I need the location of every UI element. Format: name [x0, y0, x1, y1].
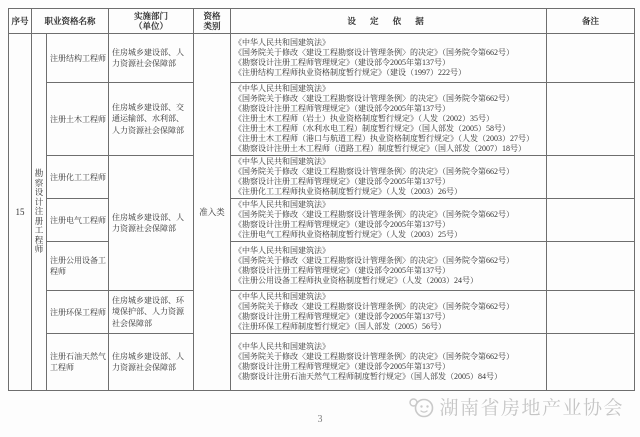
header-index: 序号 [9, 9, 32, 34]
basis-cell [231, 334, 547, 391]
table-row [9, 34, 635, 83]
department-cell: 住房城乡建设部、环境保护部、人力资源社会保障部 [109, 291, 194, 334]
table-row [9, 242, 635, 291]
watermark [408, 393, 624, 420]
qualification-name-cell: 注册电气工程师 [47, 199, 109, 242]
header-note: 备注 [547, 9, 635, 34]
group-name-vertical-text: 勘察设计注册工程师 [34, 168, 44, 255]
basis-cell [231, 83, 547, 156]
page-number: 3 [317, 414, 323, 425]
basis-list: 《中华人民共和国建筑法》 《国务院关于修改〈建设工程勘察设计管理条例〉的决定》（国务院令第662号） 《勘察设计注册工程师管理规定》（建设部令2005年第137号） 《注册环保工程师制度暂行规定》（国人部发（2005）56号） [234, 292, 515, 331]
watermark-text: 湖南省房地产业协会 [439, 398, 624, 419]
table-row [9, 334, 635, 391]
basis-list: 《中华人民共和国建筑法》 《国务院关于修改〈建设工程勘察设计管理条例〉的决定》（国务院令第662号） 《勘察设计注册工程师管理规定》（建设部令2005年第137号） 《注册化工工程师执业资格制度暂行规定》（人发（2003）26号） [234, 157, 515, 196]
group-name-cell [32, 34, 47, 391]
basis-list: 《中华人民共和国建筑法》 《国务院关于修改〈建设工程勘察设计管理条例〉的决定》（国务院令第662号） 《勘察设计注册工程师管理规定》（建设部令2005年第137号） 《注册结构工程师执业资格制度暂行规定》（建设（1997）222号） [234, 38, 515, 77]
table-row [9, 291, 635, 334]
note-cell [547, 199, 635, 242]
basis-list: 《中华人民共和国建筑法》 《国务院关于修改〈建设工程勘察设计管理条例〉的决定》（国务院令第662号） 《勘察设计注册工程师管理规定》（建设部令2005年第137号） 《注册公用设备工程师执业资格制度暂行规定》（人发（2003）24号） [234, 246, 515, 285]
qualification-name-cell: 注册石油天然气工程师 [47, 334, 109, 391]
header-row [9, 9, 635, 34]
basis-list: 《中华人民共和国建筑法》 《国务院关于修改〈建设工程勘察设计管理条例〉的决定》（国务院令第662号） 《勘察设计注册工程师管理规定》（建设部令2005年第137号） 《注册电气工程师执业资格制度暂行规定》（人发（2003）25号） [234, 200, 515, 239]
header-qualification-name: 职业资格名称 [32, 9, 109, 34]
note-cell [547, 156, 635, 199]
header-basis: 设 定 依 据 [231, 9, 547, 34]
header-department: 实施部门 （单位） [109, 9, 194, 34]
table-row [9, 83, 635, 156]
basis-cell [231, 291, 547, 334]
department-cell: 住房城乡建设部、交通运输部、水利部、人力资源社会保障部 [109, 83, 194, 156]
qualification-name-cell: 注册公用设备工程师 [47, 242, 109, 291]
qualification-name-cell: 注册环保工程师 [47, 291, 109, 334]
qualification-name-cell: 注册化工工程师 [47, 156, 109, 199]
note-cell [547, 291, 635, 334]
note-cell [547, 242, 635, 291]
basis-cell [231, 199, 547, 242]
qualification-name-cell: 注册土木工程师 [47, 83, 109, 156]
department-cell: 住房城乡建设部、人力资源社会保障部 [109, 156, 194, 291]
category-cell: 准入类 [194, 34, 231, 391]
note-cell [547, 83, 635, 156]
department-cell: 住房城乡建设部、人力资源社会保障部 [109, 334, 194, 391]
note-cell [547, 34, 635, 83]
basis-cell [231, 156, 547, 199]
association-logo-icon [408, 395, 439, 419]
qualification-table [8, 8, 635, 391]
department-cell: 住房城乡建设部、人力资源社会保障部 [109, 34, 194, 83]
table-row [9, 156, 635, 199]
header-category: 资格 类别 [194, 9, 231, 34]
basis-cell [231, 242, 547, 291]
qualification-name-cell: 注册结构工程师 [47, 34, 109, 83]
basis-list: 《中华人民共和国建筑法》 《国务院关于修改〈建设工程勘察设计管理条例〉的决定》（国务院令第662号） 《勘察设计注册工程师管理规定》（建设部令2005年第137号） 《注册土木工程师（岩土）执业资格制度暂行规定》（人发（2002）35号） 《注册土木工程师（水利水电工程）制度暂行规定》（国人部发（2005）58号） 《注册土木工程师（港口与航道工程）执业资格制度暂行规定》（人发（2003）27号） 《勘察设计注册土木工程师（道路工程）制度暂行规定》（国人部发（2007）18号） [234, 84, 535, 153]
basis-cell [231, 34, 547, 83]
note-cell [547, 334, 635, 391]
row-index-cell: 15 [9, 34, 32, 391]
table-row [9, 199, 635, 242]
basis-list: 《中华人民共和国建筑法》 《国务院关于修改〈建设工程勘察设计管理条例〉的决定》（国务院令第662号） 《勘察设计注册工程师管理规定》（建设部令2005年第137号） 《勘察设计注册石油天然气工程师制度暂行规定》（国人部发（2005）84号） [234, 342, 515, 381]
